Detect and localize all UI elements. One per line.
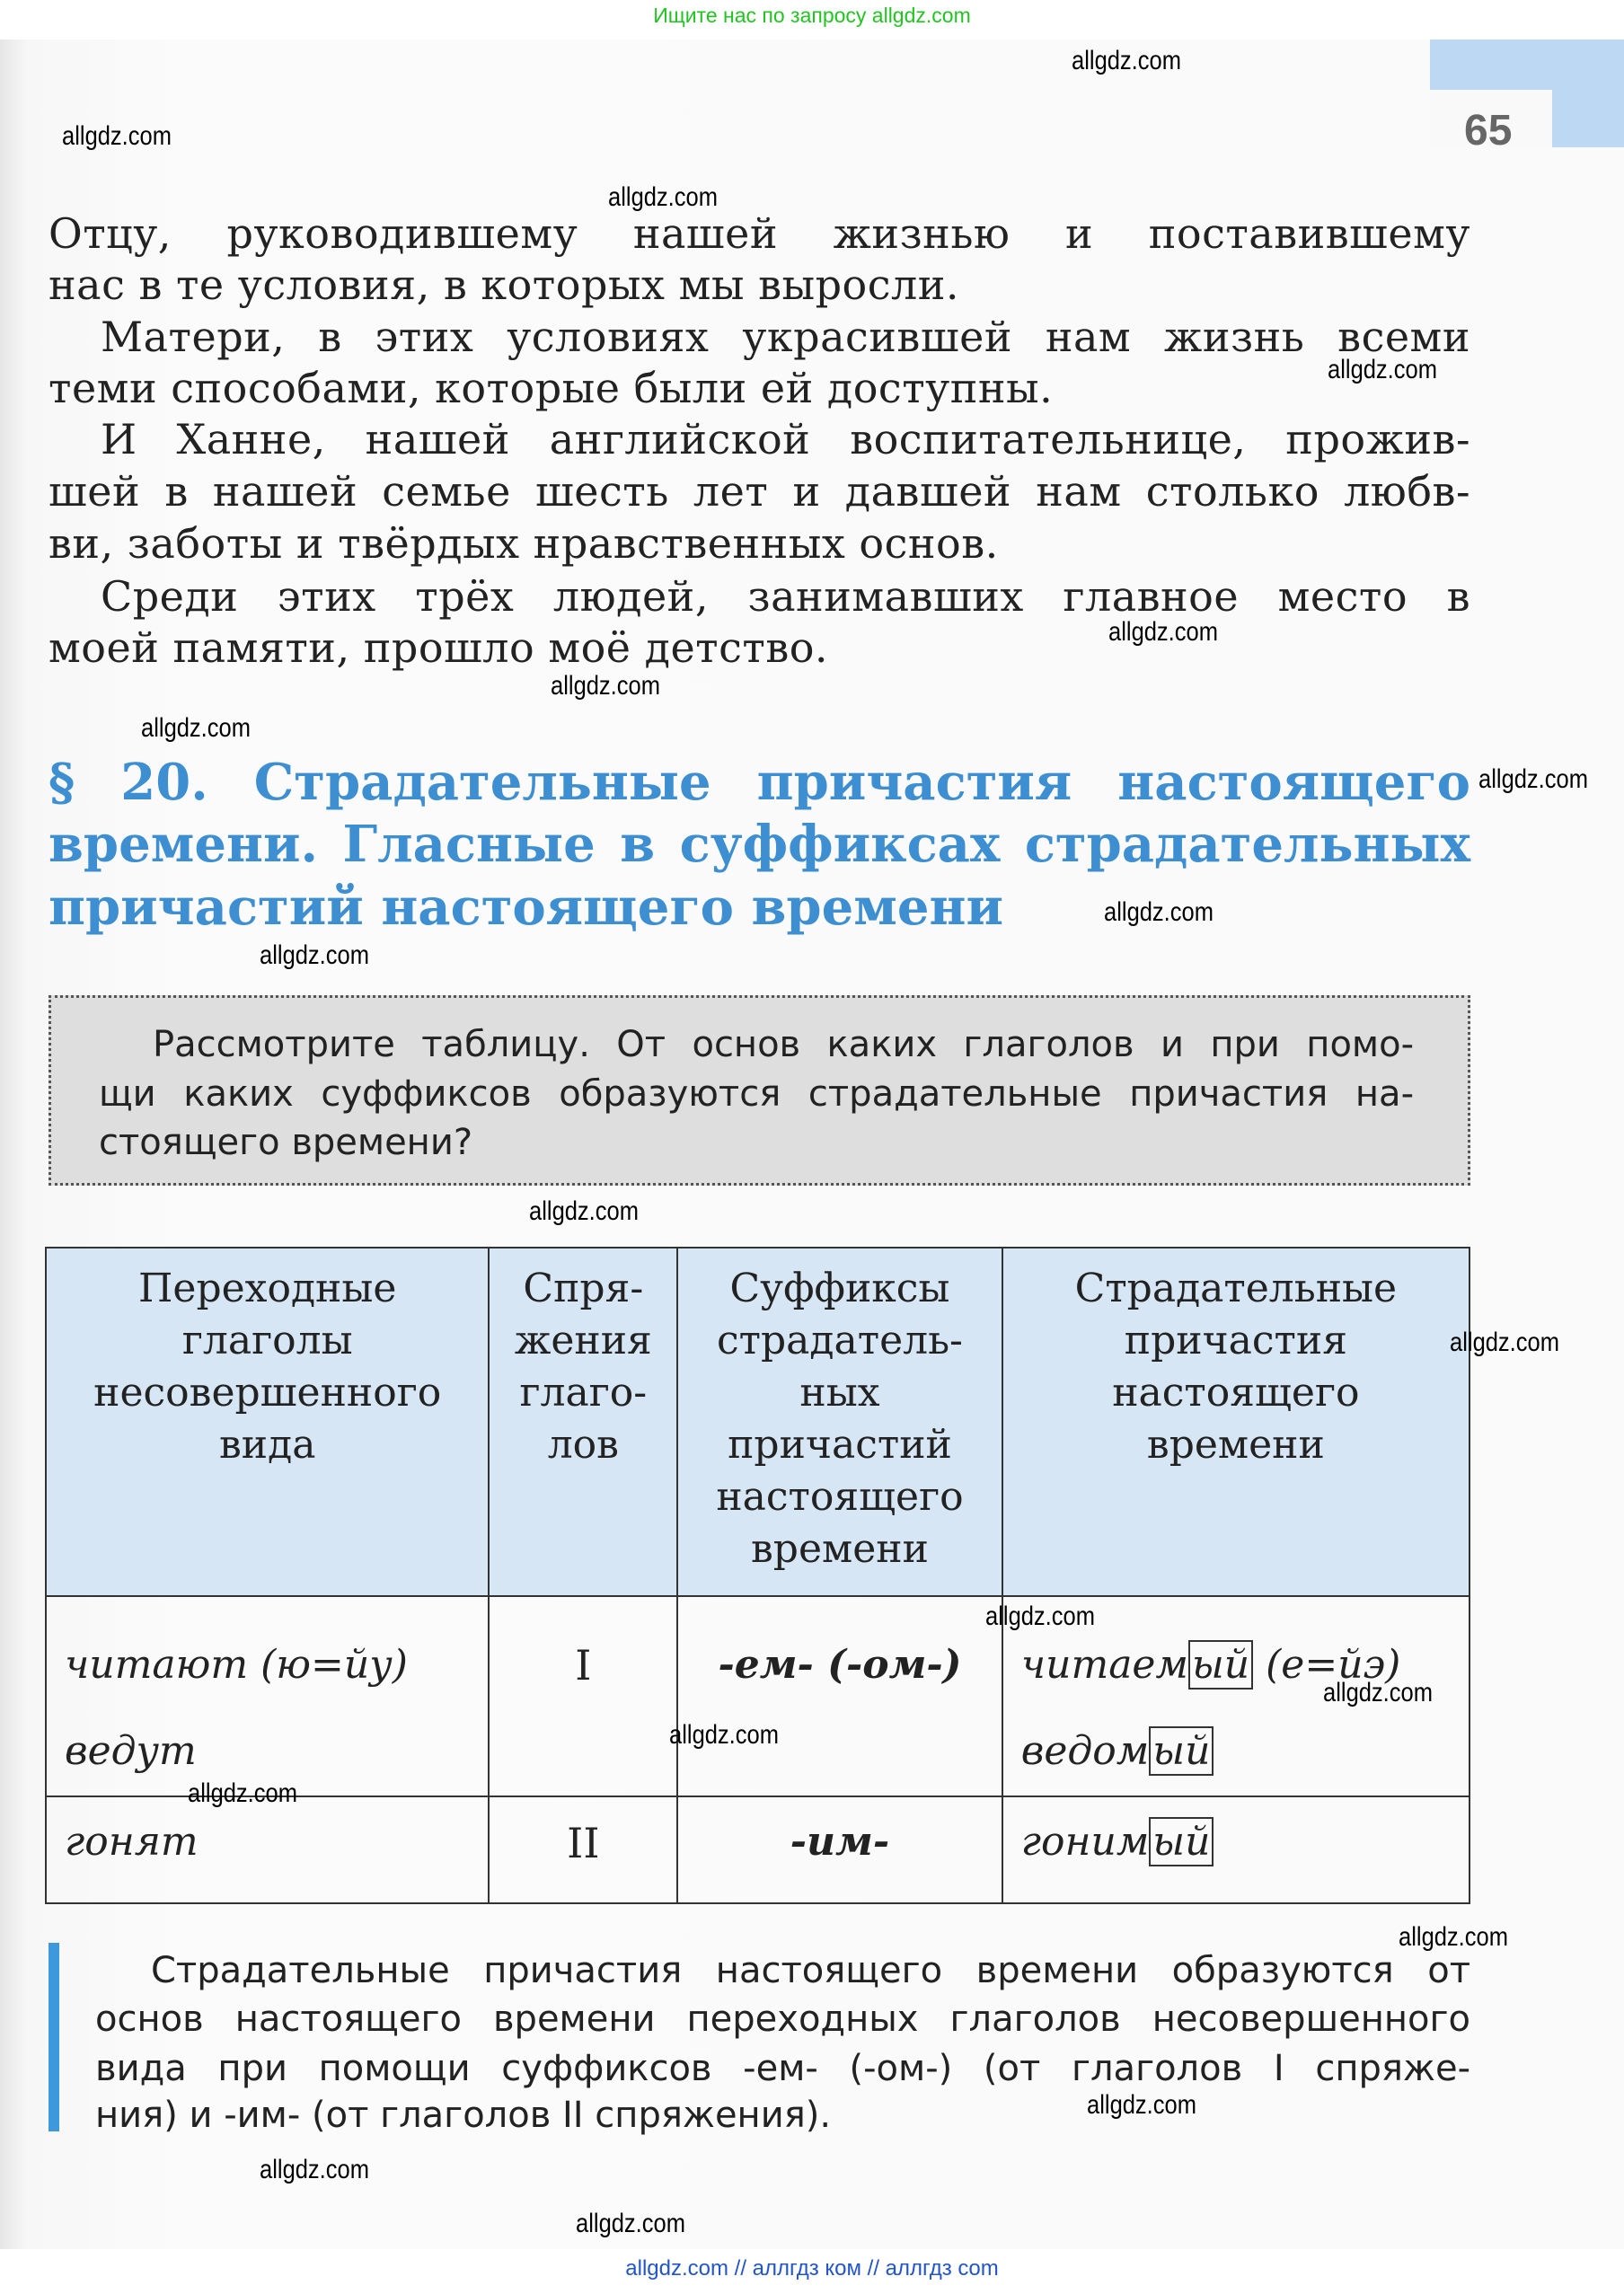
table-row	[46, 1796, 1470, 1903]
header-text: глаголы	[181, 1318, 353, 1363]
body-line: Матери, в этих условиях украсившей нам жизнь всеми	[101, 313, 1470, 361]
footer-links[interactable]: allgdz.com // аллгдз ком // аллгдз com	[625, 2256, 999, 2281]
participle-note: (е=йэ)	[1253, 1642, 1401, 1688]
heading-line: времени. Гласные в суффиксах страдательных	[49, 815, 1470, 874]
header-text: Спря-	[523, 1266, 644, 1311]
header-text: настоящего	[716, 1474, 964, 1520]
header-text: времени	[751, 1526, 929, 1572]
watermark: allgdz.com	[529, 1196, 639, 1226]
rule-line: основ настоящего времени переходных глаголов несовершенного	[95, 1998, 1470, 2040]
conjugation-cell: II	[489, 1796, 677, 1903]
watermark: allgdz.com	[1072, 46, 1181, 75]
rule-line: Страдательные причастия настоящего времени образуются от	[151, 1950, 1470, 1991]
watermark: allgdz.com	[1087, 2090, 1196, 2120]
suffix-cell	[677, 1796, 1002, 1903]
watermark: allgdz.com	[576, 2209, 685, 2238]
watermark: allgdz.com	[1104, 897, 1214, 927]
body-line: ви, заботы и твёрдых нравственных основ.	[49, 519, 999, 568]
watermark: allgdz.com	[1323, 1678, 1433, 1707]
header-text: причастия	[1124, 1318, 1347, 1363]
header-text: жения	[514, 1318, 652, 1363]
heading-line: § 20. Страдательные причастия настоящего	[49, 753, 1470, 812]
participle-text	[1021, 1708, 1468, 1795]
header-text: времени	[1146, 1422, 1325, 1468]
watermark: allgdz.com	[1328, 355, 1437, 384]
body-line: И Ханне, нашей английской воспитательнице, прожив-	[101, 415, 1470, 463]
participle-ending: ый	[1149, 1726, 1214, 1776]
body-line: нас в те условия, в которых мы выросли.	[49, 260, 960, 309]
participle-stem: читаем	[1020, 1642, 1188, 1688]
table-header-row	[46, 1248, 1470, 1596]
verb-cell	[46, 1796, 489, 1903]
rule-line: вида при помощи суффиксов -ем- (-ом-) (от глаголов I спряже-	[95, 2048, 1470, 2089]
heading-line: причастий настоящего времени	[49, 878, 1003, 937]
header-text: Суффиксы	[729, 1266, 950, 1311]
header-text: несовершенного	[93, 1370, 442, 1416]
participle-ending: ый	[1149, 1817, 1214, 1866]
top-note: Ищите нас по запросу allgdz.com	[653, 4, 971, 27]
watermark: allgdz.com	[260, 940, 369, 970]
watermark: allgdz.com	[1399, 1922, 1508, 1952]
watermark: allgdz.com	[551, 671, 660, 701]
participle-stem: гоним	[1020, 1819, 1150, 1865]
conjugation-cell: I	[489, 1596, 677, 1796]
participle-stem: ведом	[1020, 1728, 1150, 1774]
verb-text: гонят	[65, 1819, 199, 1865]
suffix-text: -им-	[790, 1819, 890, 1865]
watermark: allgdz.com	[62, 121, 172, 151]
watermark: allgdz.com	[141, 713, 251, 743]
watermark: allgdz.com	[985, 1601, 1095, 1631]
verb-text: ведут	[65, 1728, 197, 1774]
watermark: allgdz.com	[1478, 764, 1588, 794]
rule-marker-bar	[49, 1943, 59, 2131]
header-cell	[1002, 1248, 1470, 1596]
question-line: стоящего времени?	[99, 1122, 473, 1163]
watermark: allgdz.com	[188, 1778, 297, 1808]
header-text: вида	[219, 1422, 316, 1468]
watermark: allgdz.com	[260, 2155, 369, 2184]
body-line: Отцу, руководившему нашей жизнью и поставившему	[49, 209, 1470, 258]
question-line: щи каких суффиксов образуются страдательные причастия на-	[99, 1073, 1414, 1115]
watermark: allgdz.com	[1108, 617, 1218, 647]
body-line: теми способами, которые были ей доступны.	[49, 364, 1054, 412]
watermark: allgdz.com	[608, 182, 718, 212]
table-row	[46, 1596, 1470, 1796]
question-line: Рассмотрите таблицу. От основ каких глаголов и при помо-	[153, 1024, 1414, 1065]
suffix-text: -ем- (-ом-)	[718, 1642, 962, 1688]
header-text: настоящего	[1112, 1370, 1360, 1416]
header-text: Переходные	[138, 1266, 397, 1311]
header-text: глаго-	[519, 1370, 648, 1416]
header-cell	[46, 1248, 489, 1596]
header-text: Страдательные	[1074, 1266, 1398, 1311]
participle-ending: ый	[1188, 1640, 1253, 1690]
rule-line: ния) и -им- (от глаголов II спряжения).	[95, 2095, 832, 2136]
participle-cell	[1002, 1796, 1470, 1903]
header-text: причастий	[728, 1422, 952, 1468]
suffix-cell	[677, 1596, 1002, 1796]
header-text: страдатель-	[717, 1318, 963, 1363]
verb-cell	[46, 1596, 489, 1796]
body-line: моей памяти, прошло моё детство.	[49, 623, 829, 672]
header-text: лов	[547, 1422, 619, 1468]
body-line: шей в нашей семье шесть лет и давшей нам столько любв-	[49, 467, 1470, 516]
watermark: allgdz.com	[669, 1720, 779, 1750]
header-text: ных	[799, 1370, 880, 1416]
verb-text: читают (ю=йу)	[65, 1642, 408, 1688]
header-cell	[489, 1248, 677, 1596]
header-cell	[677, 1248, 1002, 1596]
body-line: Среди этих трёх людей, занимавших главное место в	[101, 572, 1470, 621]
page-number: 65	[1464, 107, 1513, 154]
watermark: allgdz.com	[1450, 1328, 1559, 1357]
